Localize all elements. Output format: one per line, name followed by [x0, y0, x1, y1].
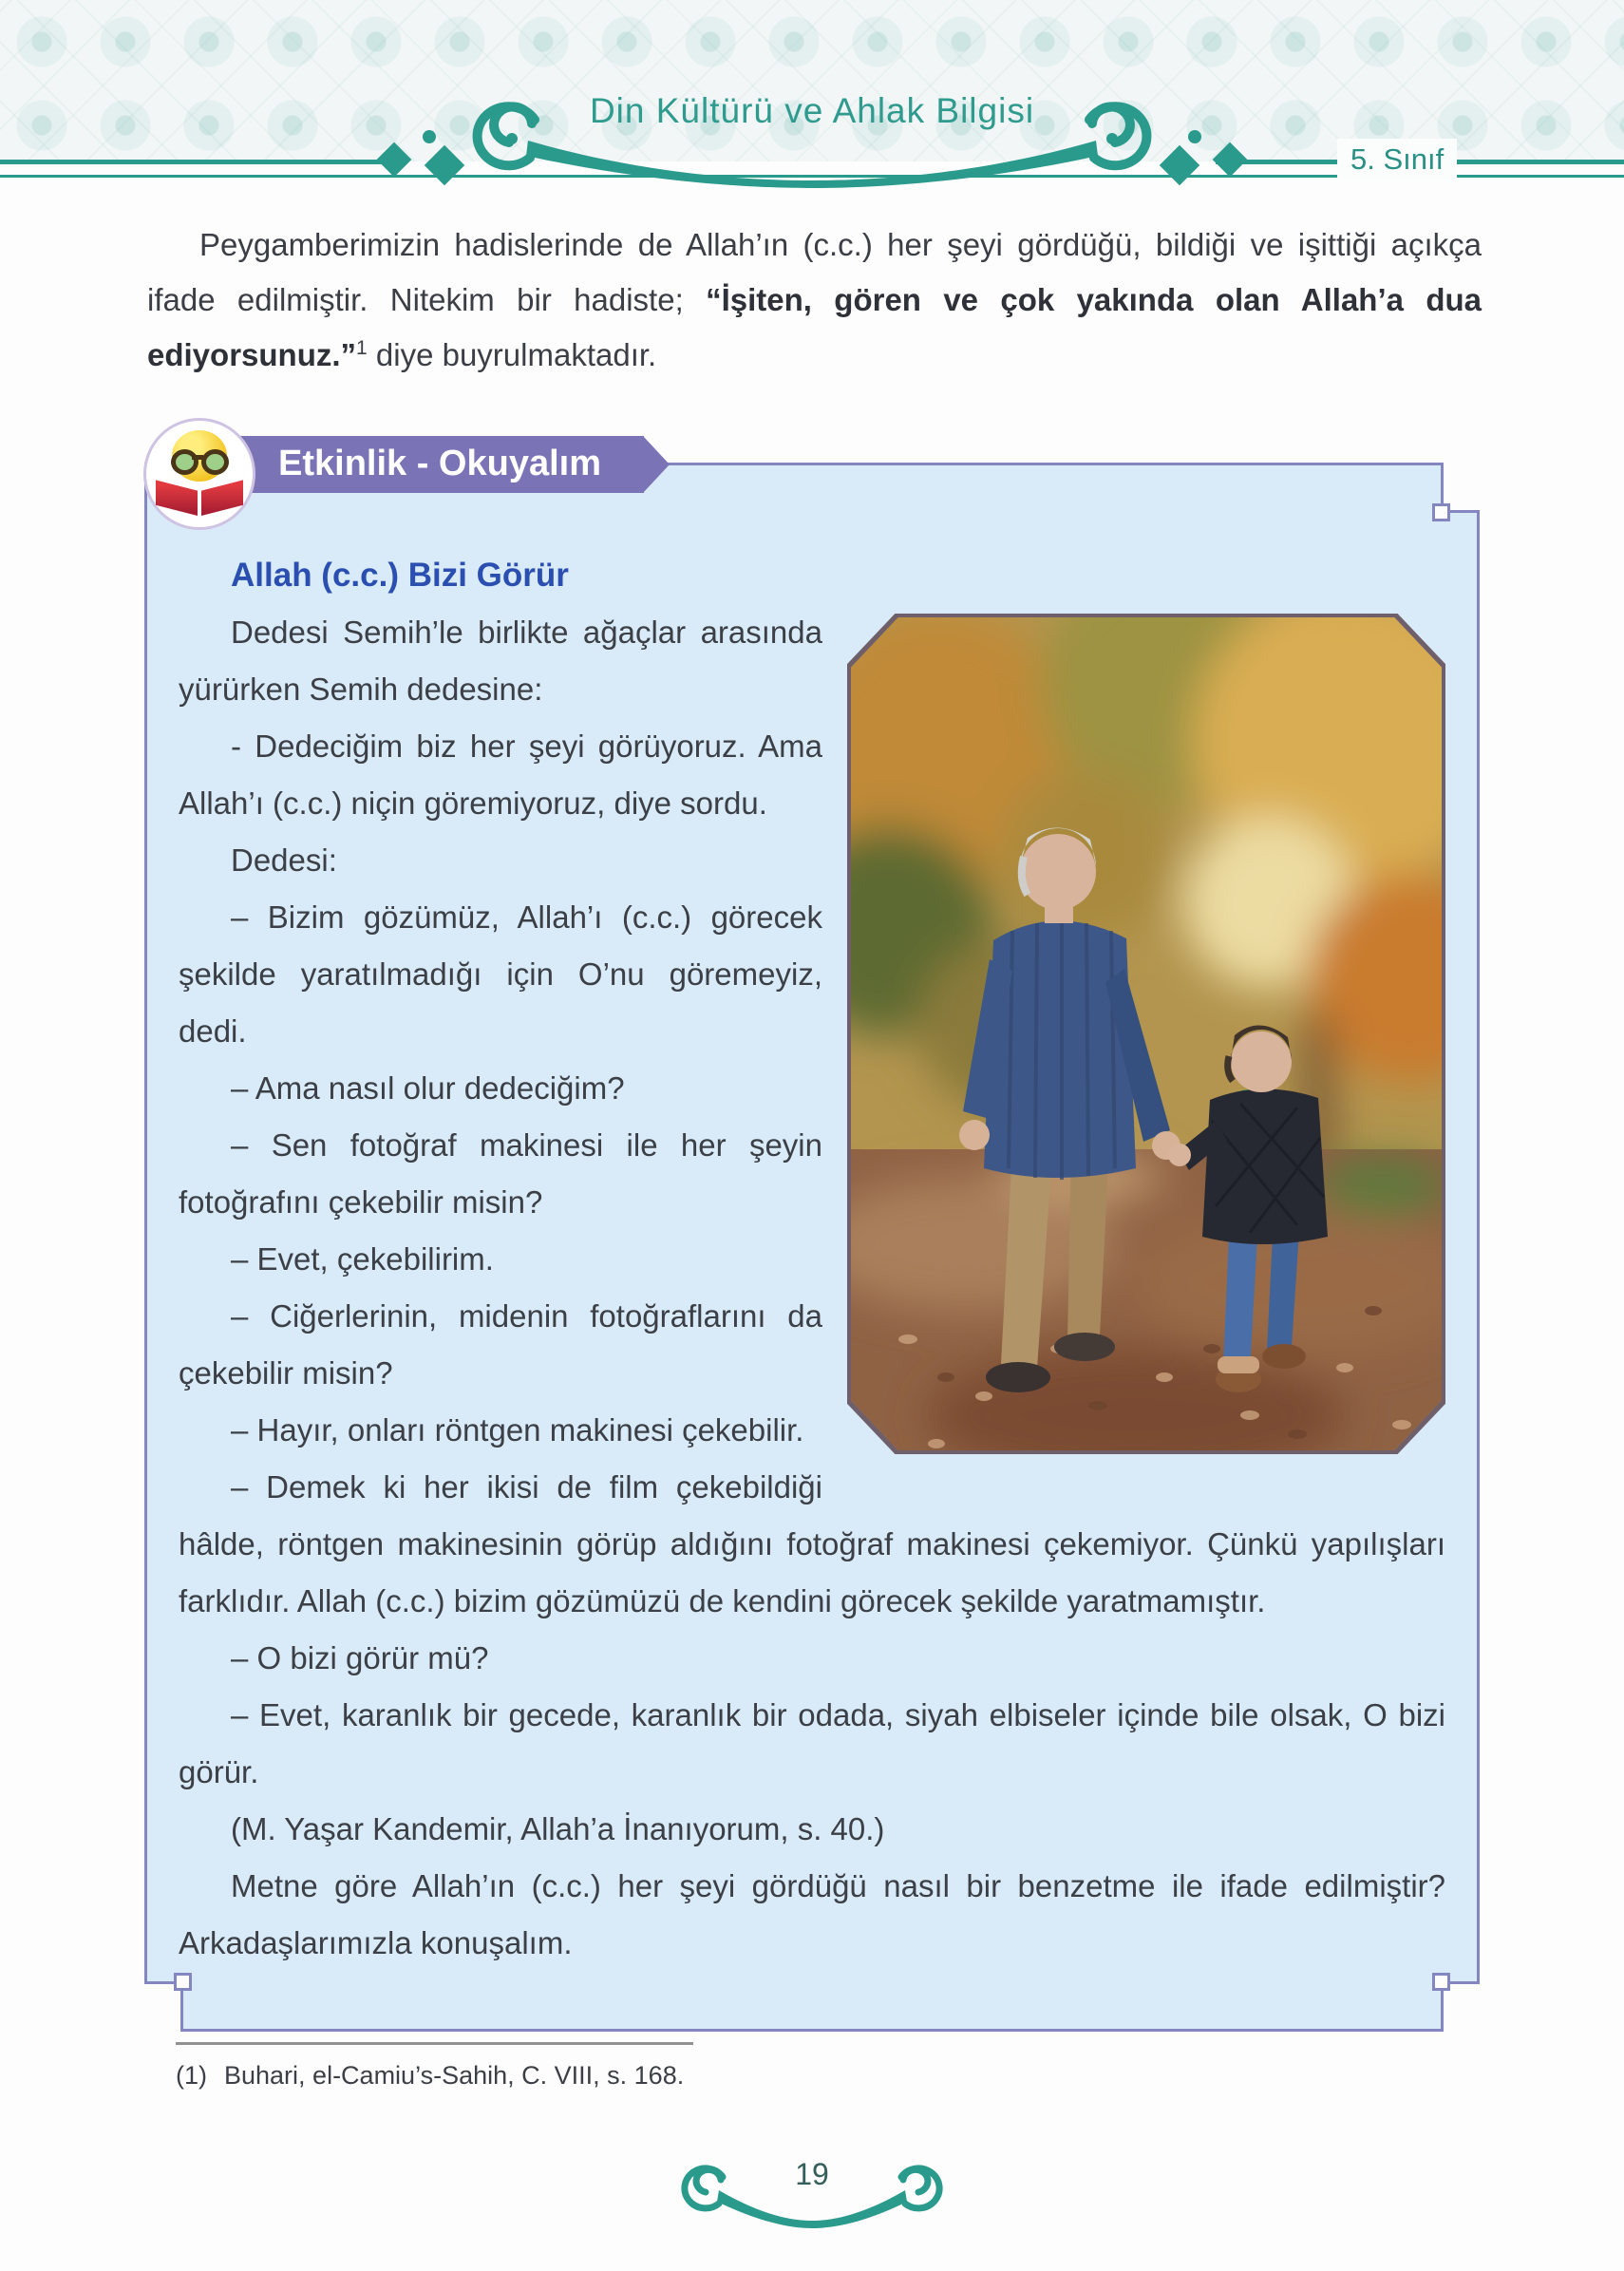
story-paragraph: Dedesi:: [231, 842, 337, 878]
open-book-left-page-icon: [156, 478, 198, 516]
story-paragraph: – Ama nasıl olur dedeciğim?: [231, 1070, 625, 1106]
story-question: Metne göre Allah’ın (c.c.) her şeyi gördüğü nasıl bir benzetme ile ifade edilmiştir? Arkadaşlarımızla konuşalım.: [179, 1868, 1445, 1960]
activity-box: [144, 444, 1480, 2032]
corner-ornament-top-right: [1441, 463, 1480, 513]
page-number-ornament: [670, 2145, 954, 2236]
footnote-marker: (1): [176, 2061, 207, 2090]
glasses-bridge-icon: [192, 455, 203, 460]
corner-ornament-bottom-right: [1441, 1981, 1480, 2032]
photo-illustration: [851, 617, 1442, 1450]
intro-paragraph: [147, 218, 1482, 383]
grade-label: 5. Sınıf: [1337, 139, 1457, 180]
story-paragraph: – Bizim gözümüz, Allah’ı (c.c.) görecek şekilde yaratılmadığı için O’nu göremeyiz, dedi.: [179, 899, 822, 1049]
story-paragraph: – Evet, karanlık bir gecede, karanlık bir odada, siyah elbiseler içinde bile olsak, O bizi görür.: [179, 1697, 1445, 1789]
story-paragraph: – Ciğerlerinin, midenin fotoğraflarını da çekebilir misin?: [179, 1298, 822, 1391]
story-paragraph: – Sen fotoğraf makinesi ile her şeyin fotoğrafını çekebilir misin?: [179, 1127, 822, 1220]
bookworm-reading-icon: [143, 418, 255, 530]
open-book-right-page-icon: [201, 478, 243, 516]
story-paragraph: – O bizi görür mü?: [231, 1640, 489, 1675]
story-content: [147, 547, 1445, 2029]
activity-banner-label: Etkinlik - Okuyalım: [278, 444, 601, 483]
intro-tail: diye buyrulmaktadır.: [367, 337, 657, 372]
footnote-text: Buhari, el-Camiu’s-Sahih, C. VIII, s. 168.: [224, 2061, 685, 2090]
footnote: [176, 2061, 684, 2091]
header-rule-left: [0, 160, 391, 164]
footnote-reference: 1: [356, 337, 368, 359]
hadith-quote: “İşiten, gören ve çok yakında olan Allah’a dua ediyorsunuz.”: [147, 282, 1482, 372]
corner-ornament-bottom-left: [144, 1981, 183, 2032]
story-paragraph: – Hayır, onları röntgen makinesi çekebilir.: [231, 1412, 804, 1448]
grandfather-grandson-autumn-walk-photo: [847, 614, 1445, 1454]
glasses-left-lens-icon: [171, 449, 198, 475]
course-title: Din Kültürü ve Ahlak Bilgisi: [589, 91, 1035, 130]
page-number: 19: [795, 2157, 829, 2191]
story-paragraph: – Demek ki her ikisi de film çekebildiği hâlde, röntgen makinesinin görüp aldığını fotoğraf makinesi çekemiyor. Çünkü yapılışları farklıdır. Allah (c.c.) bizim gözümüzü de kendini görecek şekilde yaratmamıştır.: [179, 1469, 1445, 1618]
story-title: Allah (c.c.) Bizi Görür: [231, 557, 569, 594]
intro-lead: Peygamberimizin hadislerinde de Allah’ın (c.c.) her şeyi gördüğü, bildiği ve işittiği açıkça ifade edilmiştir. Nitekim bir hadiste;: [147, 227, 1482, 317]
story-source: (M. Yaşar Kandemir, Allah’a İnanıyorum, s. 40.): [231, 1811, 885, 1846]
footnote-divider: [176, 2042, 693, 2045]
story-paragraph: - Dedeciğim biz her şeyi görüyoruz. Ama Allah’ı (c.c.) niçin göremiyoruz, diye sordu.: [179, 729, 822, 821]
story-paragraph: – Evet, çekebilirim.: [231, 1241, 494, 1277]
glasses-right-lens-icon: [201, 449, 229, 475]
story-paragraph: Dedesi Semih’le birlikte ağaçlar arasında yürürken Semih dedesine:: [179, 615, 822, 707]
